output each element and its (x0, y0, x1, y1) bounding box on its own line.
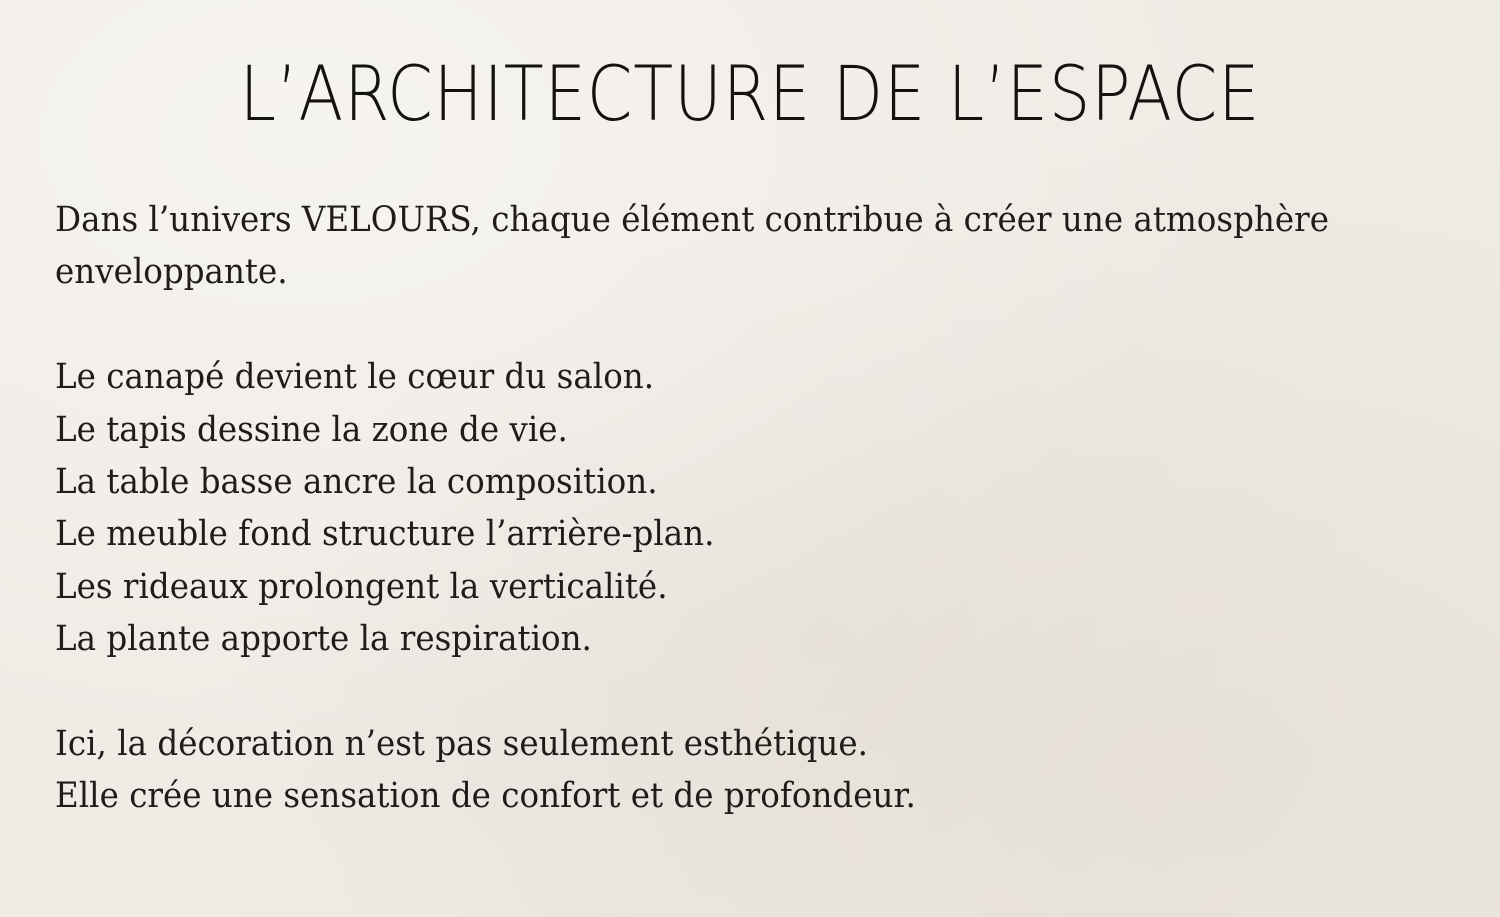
conclusion-line: Ici, la décoration n’est pas seulement esthétique. (55, 724, 868, 765)
element-line-back-unit: Le meuble fond structure l’arrière-plan. (55, 514, 715, 555)
paragraph-gap (55, 666, 1357, 718)
conclusion-line: Elle crée une sensation de confort et de profondeur. (55, 776, 916, 817)
body-text (55, 194, 1357, 823)
intro-line: enveloppante. (55, 252, 288, 293)
page-title: L’ARCHITECTURE DE L’ESPACE (239, 49, 1261, 138)
element-line-coffee-table: La table basse ancre la composition. (55, 462, 658, 503)
paragraph-gap (55, 299, 1357, 351)
intro-line: Dans l’univers VELOURS, chaque élément contribue à créer une atmosphère (55, 200, 1329, 240)
element-line-rug: Le tapis dessine la zone de vie. (55, 409, 568, 450)
element-line-curtains: Les rideaux prolongent la verticalité. (55, 566, 668, 607)
element-line-plant: La plante apporte la respiration. (55, 619, 592, 660)
element-line-sofa: Le canapé devient le cœur du salon. (55, 357, 655, 398)
